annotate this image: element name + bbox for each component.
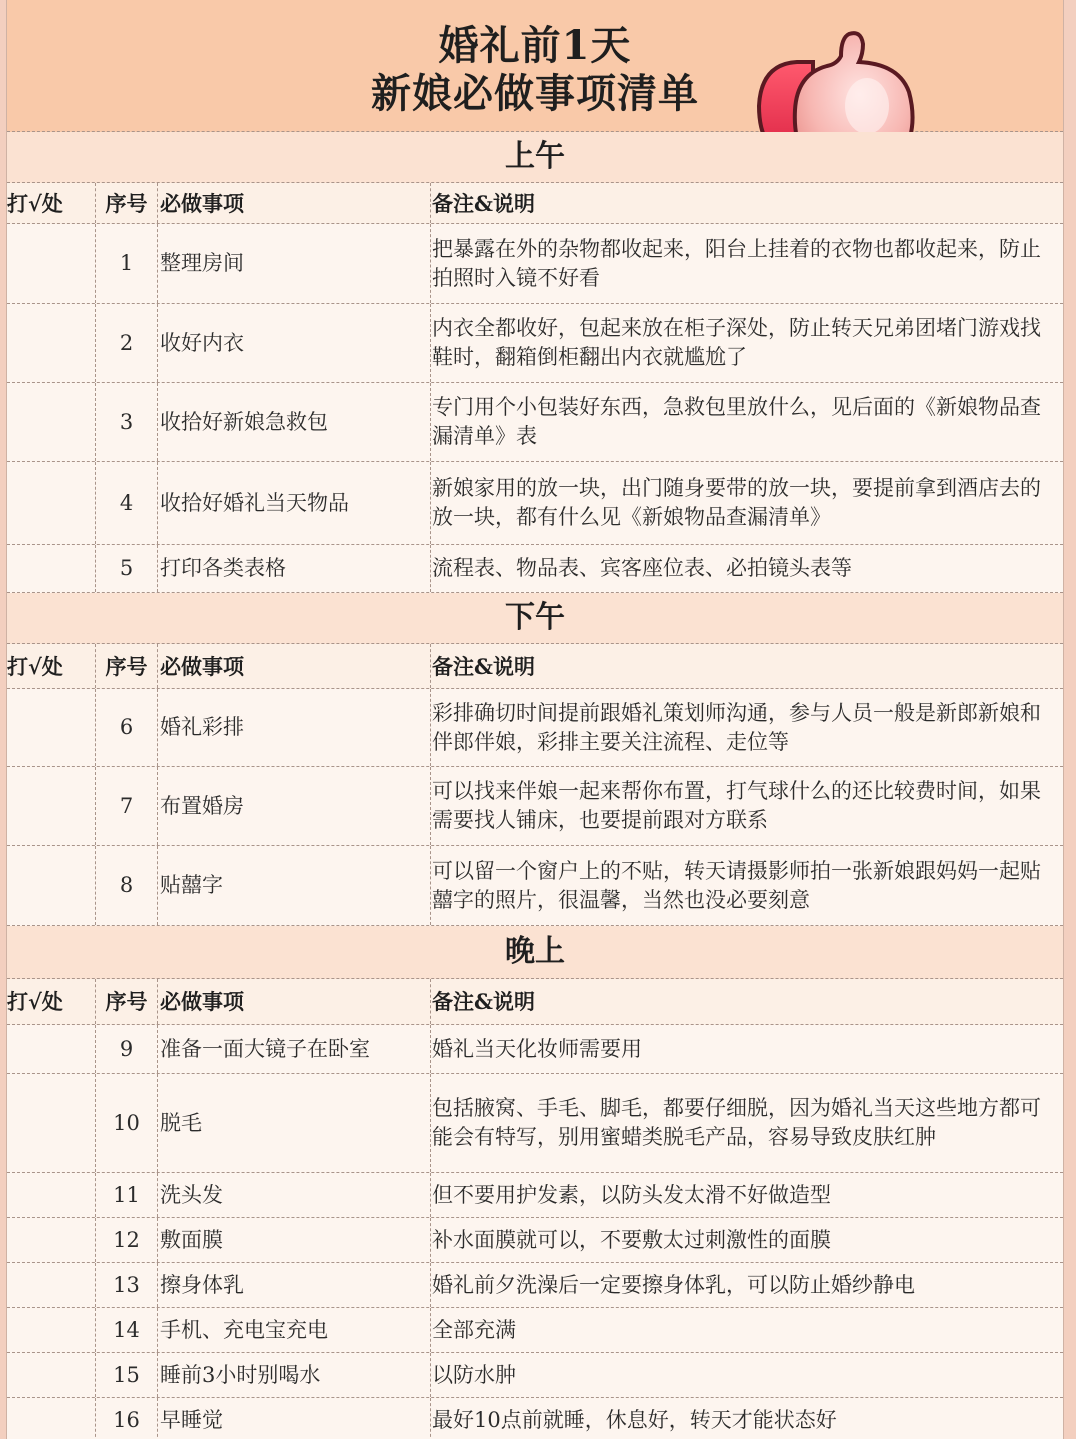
check-cell[interactable] bbox=[7, 1353, 95, 1397]
item-note: 把暴露在外的杂物都收起来，阳台上挂着的衣物也都收起来，防止拍照时入镜不好看 bbox=[430, 224, 1063, 303]
check-cell[interactable] bbox=[7, 689, 95, 766]
item-note: 可以留一个窗户上的不贴，转天请摄影师拍一张新娘跟妈妈一起贴囍字的照片，很温馨，当然也没必要刻意 bbox=[430, 846, 1063, 925]
table-row bbox=[7, 767, 1063, 846]
item-note: 以防水肿 bbox=[430, 1353, 1063, 1397]
item-note: 全部充满 bbox=[430, 1308, 1063, 1352]
table-row bbox=[7, 1074, 1063, 1173]
item-task: 婚礼彩排 bbox=[157, 689, 430, 766]
item-number: 13 bbox=[95, 1263, 157, 1307]
check-cell[interactable] bbox=[7, 1173, 95, 1217]
item-task: 脱毛 bbox=[157, 1074, 430, 1172]
check-cell[interactable] bbox=[7, 1218, 95, 1262]
table-row bbox=[7, 383, 1063, 462]
item-note: 包括腋窝、手毛、脚毛，都要仔细脱，因为婚礼当天这些地方都可能会有特写，别用蜜蜡类脱毛产品，容易导致皮肤红肿 bbox=[430, 1074, 1063, 1172]
table-row bbox=[7, 1353, 1063, 1398]
header-num: 序号 bbox=[95, 183, 157, 223]
item-number: 3 bbox=[95, 383, 157, 461]
item-number: 4 bbox=[95, 462, 157, 544]
item-task: 准备一面大镜子在卧室 bbox=[157, 1025, 430, 1073]
item-task: 收拾好婚礼当天物品 bbox=[157, 462, 430, 544]
table-header bbox=[7, 979, 1063, 1025]
page-title-line1: 婚礼前1天 bbox=[438, 22, 632, 69]
item-note: 但不要用护发素，以防头发太滑不好做造型 bbox=[430, 1173, 1063, 1217]
item-number: 14 bbox=[95, 1308, 157, 1352]
item-task: 整理房间 bbox=[157, 224, 430, 303]
item-task: 布置婚房 bbox=[157, 767, 430, 845]
header-check: 打√处 bbox=[7, 989, 63, 1014]
item-number: 8 bbox=[95, 846, 157, 925]
header-check: 打√处 bbox=[7, 653, 63, 679]
item-number: 2 bbox=[95, 304, 157, 382]
table-row bbox=[7, 462, 1063, 545]
item-number: 15 bbox=[95, 1353, 157, 1397]
item-note: 可以找来伴娘一起来帮你布置，打气球什么的还比较费时间，如果需要找人铺床，也要提前跟对方联系 bbox=[430, 767, 1063, 845]
item-task: 敷面膜 bbox=[157, 1218, 430, 1262]
table-row bbox=[7, 846, 1063, 926]
table-row bbox=[7, 689, 1063, 767]
item-number: 16 bbox=[95, 1398, 157, 1439]
section-evening: 晚上 bbox=[7, 926, 1063, 979]
item-note: 婚礼前夕洗澡后一定要擦身体乳，可以防止婚纱静电 bbox=[430, 1263, 1063, 1307]
check-cell[interactable] bbox=[7, 846, 95, 925]
table-row bbox=[7, 545, 1063, 593]
item-number: 7 bbox=[95, 767, 157, 845]
item-task: 睡前3小时别喝水 bbox=[157, 1353, 430, 1397]
item-note: 新娘家用的放一块，出门随身要带的放一块，要提前拿到酒店去的放一块，都有什么见《新娘物品查漏清单》 bbox=[430, 462, 1063, 544]
item-task: 打印各类表格 bbox=[157, 545, 430, 592]
check-cell[interactable] bbox=[7, 1398, 95, 1439]
check-cell[interactable] bbox=[7, 304, 95, 382]
item-note: 专门用个小包装好东西，急救包里放什么，见后面的《新娘物品查漏清单》表 bbox=[430, 383, 1063, 461]
section-morning: 上午 bbox=[7, 132, 1063, 183]
check-cell[interactable] bbox=[7, 1308, 95, 1352]
section-afternoon: 下午 bbox=[7, 593, 1063, 644]
item-task: 手机、充电宝充电 bbox=[157, 1308, 430, 1352]
check-cell[interactable] bbox=[7, 383, 95, 461]
item-note: 最好10点前就睡，休息好，转天才能状态好 bbox=[430, 1398, 1063, 1439]
item-number: 11 bbox=[95, 1173, 157, 1217]
check-cell[interactable] bbox=[7, 1263, 95, 1307]
item-note: 彩排确切时间提前跟婚礼策划师沟通，参与人员一般是新郎新娘和伴郎伴娘，彩排主要关注流程、走位等 bbox=[430, 689, 1063, 766]
check-cell[interactable] bbox=[7, 462, 95, 544]
table-row bbox=[7, 1025, 1063, 1074]
item-note: 婚礼当天化妆师需要用 bbox=[430, 1025, 1063, 1073]
table-row bbox=[7, 304, 1063, 383]
item-number: 5 bbox=[95, 545, 157, 592]
table-row bbox=[7, 1308, 1063, 1353]
item-task: 早睡觉 bbox=[157, 1398, 430, 1439]
header-note: 备注&说明 bbox=[430, 183, 1063, 223]
item-task: 擦身体乳 bbox=[157, 1263, 430, 1307]
item-number: 10 bbox=[95, 1074, 157, 1172]
checklist-sheet bbox=[6, 0, 1064, 1439]
table-header bbox=[7, 644, 1063, 689]
header-task: 必做事项 bbox=[157, 979, 430, 1024]
item-number: 6 bbox=[95, 689, 157, 766]
header-note: 备注&说明 bbox=[430, 979, 1063, 1024]
item-note: 流程表、物品表、宾客座位表、必拍镜头表等 bbox=[430, 545, 1063, 592]
header-note: 备注&说明 bbox=[430, 644, 1063, 688]
header-task: 必做事项 bbox=[157, 644, 430, 688]
table-header bbox=[7, 183, 1063, 224]
item-number: 1 bbox=[95, 224, 157, 303]
header-check: 打√处 bbox=[7, 190, 63, 216]
header-num: 序号 bbox=[95, 644, 157, 688]
table-row bbox=[7, 1398, 1063, 1439]
item-task: 贴囍字 bbox=[157, 846, 430, 925]
header-num: 序号 bbox=[95, 979, 157, 1024]
table-row bbox=[7, 1218, 1063, 1263]
item-number: 12 bbox=[95, 1218, 157, 1262]
check-cell[interactable] bbox=[7, 767, 95, 845]
check-cell[interactable] bbox=[7, 224, 95, 303]
item-note: 补水面膜就可以，不要敷太过刺激性的面膜 bbox=[430, 1218, 1063, 1262]
check-cell[interactable] bbox=[7, 1025, 95, 1073]
check-cell[interactable] bbox=[7, 545, 95, 592]
item-task: 收拾好新娘急救包 bbox=[157, 383, 430, 461]
table-row bbox=[7, 224, 1063, 304]
page-title-line2: 新娘必做事项清单 bbox=[371, 70, 699, 117]
table-row bbox=[7, 1173, 1063, 1218]
item-task: 洗头发 bbox=[157, 1173, 430, 1217]
header-task: 必做事项 bbox=[157, 183, 430, 223]
check-cell[interactable] bbox=[7, 1074, 95, 1172]
item-task: 收好内衣 bbox=[157, 304, 430, 382]
table-row bbox=[7, 1263, 1063, 1308]
item-number: 9 bbox=[95, 1025, 157, 1073]
item-note: 内衣全都收好，包起来放在柜子深处，防止转天兄弟团堵门游戏找鞋时，翻箱倒柜翻出内衣就尴尬了 bbox=[430, 304, 1063, 382]
